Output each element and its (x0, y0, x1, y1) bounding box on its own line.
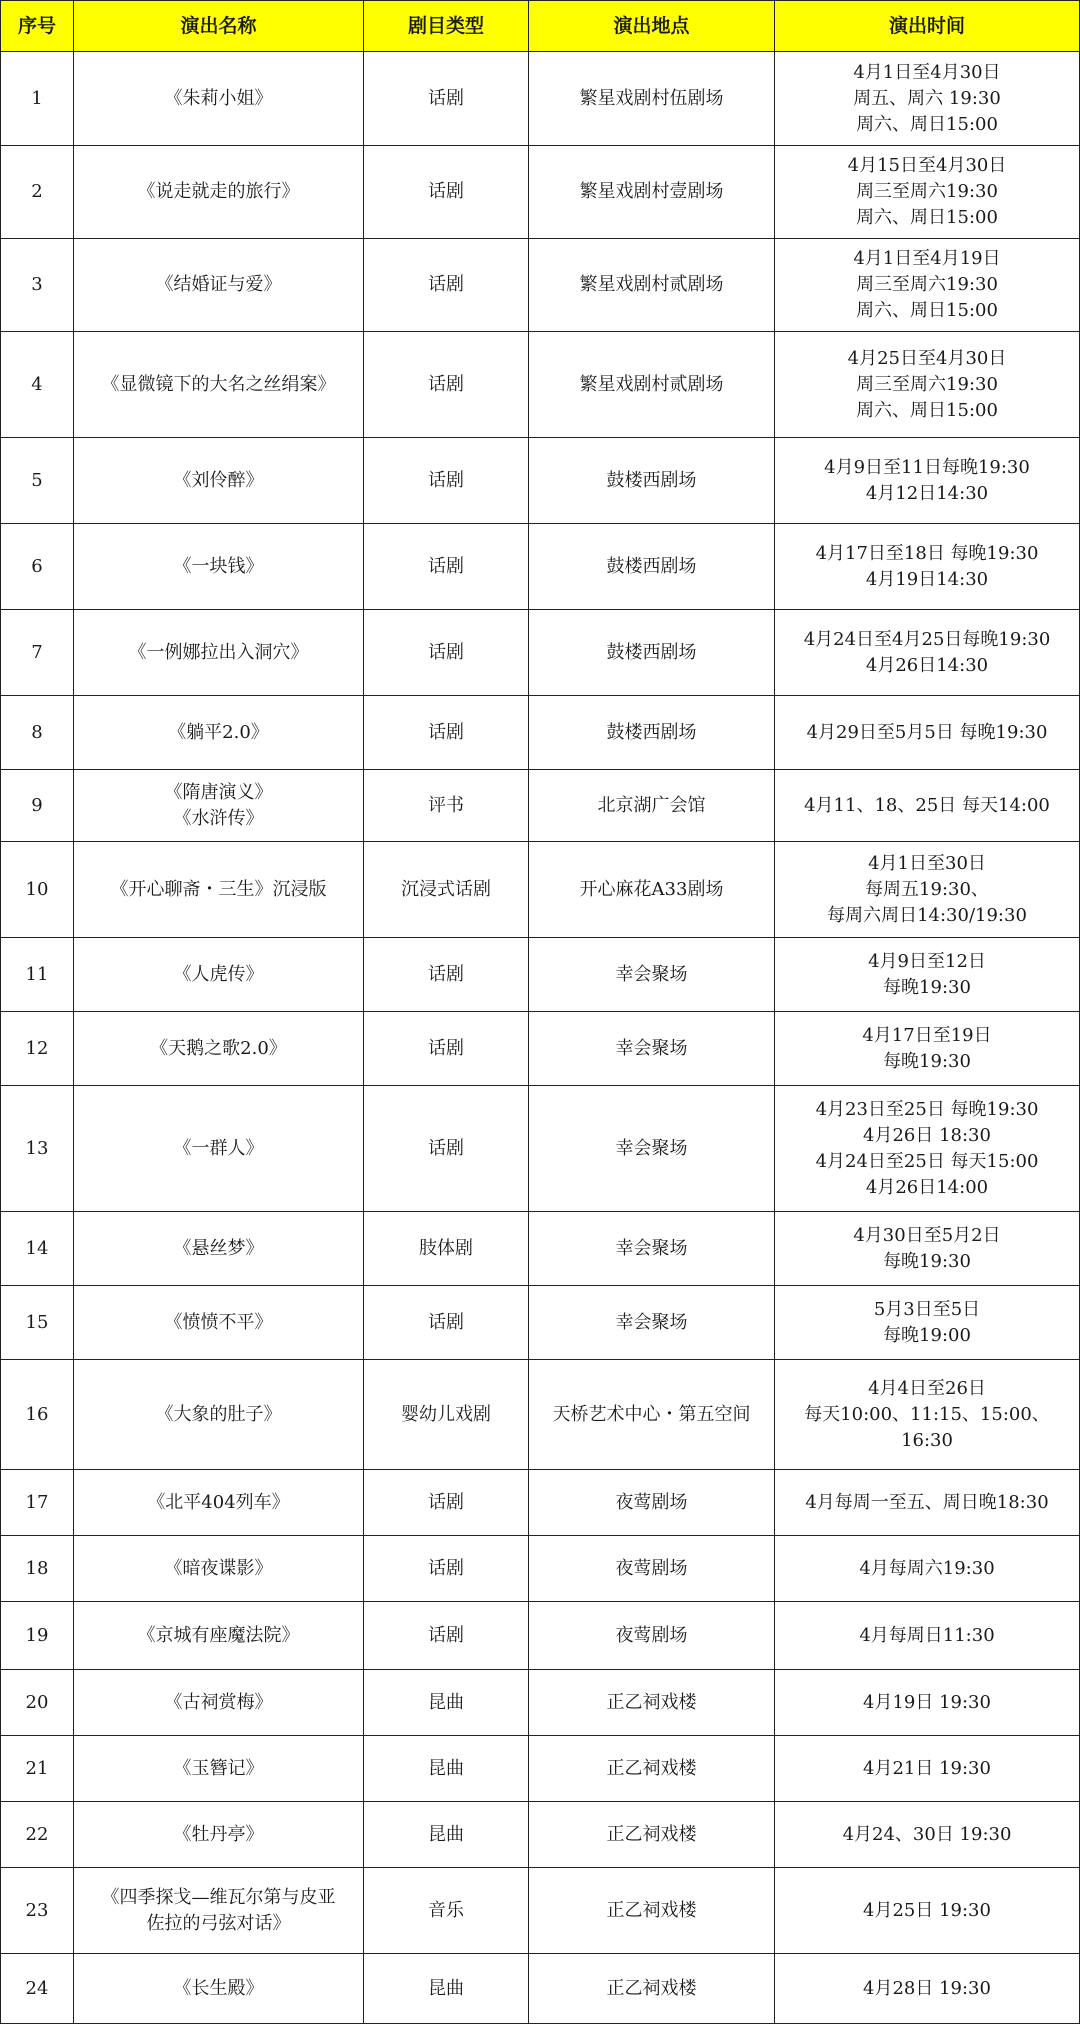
performance-venue: 繁星戏剧村壹剧场 (529, 146, 775, 239)
performance-time (775, 1360, 1080, 1470)
performance-type: 沉浸式话剧 (364, 842, 529, 938)
performance-time-line: 周三至周六19:30 (856, 373, 998, 395)
table-row (1, 1470, 1080, 1536)
performance-time (775, 1012, 1080, 1086)
row-index: 6 (1, 524, 74, 610)
performance-type: 音乐 (364, 1868, 529, 1954)
performance-type: 话剧 (364, 524, 529, 610)
performance-time (775, 842, 1080, 938)
performance-time-line: 每晚19:30 (883, 976, 971, 998)
performance-time-line: 4月19日 19:30 (863, 1691, 991, 1713)
performance-time-line: 5月3日至5日 (873, 1298, 981, 1320)
performance-time-line: 每周六周日14:30/19:30 (827, 904, 1027, 926)
performance-time-line: 4月每周一至五、周日晚18:30 (805, 1491, 1049, 1513)
performance-name-line: 《京城有座魔法院》 (137, 1624, 300, 1646)
performance-type: 婴幼儿戏剧 (364, 1360, 529, 1470)
performance-name-line: 《刘伶醉》 (173, 469, 264, 491)
row-index: 10 (1, 842, 74, 938)
performance-type: 话剧 (364, 332, 529, 438)
performance-time (775, 938, 1080, 1012)
performance-time-line: 每天10:00、11:15、15:00、 (804, 1403, 1050, 1425)
table-row (1, 1212, 1080, 1286)
performance-time-line: 4月24、30日 19:30 (842, 1823, 1012, 1845)
performance-time (775, 524, 1080, 610)
performance-type: 话剧 (364, 1470, 529, 1536)
performance-name-line: 《天鹅之歌2.0》 (150, 1037, 287, 1059)
performance-time (775, 332, 1080, 438)
performance-name-line: 《玉簪记》 (173, 1757, 264, 1779)
performance-venue: 正乙祠戏楼 (529, 1868, 775, 1954)
performance-name (74, 1470, 364, 1536)
performance-time-line: 4月23日至25日 每晚19:30 (815, 1098, 1039, 1120)
performance-time-line: 4月29日至5月5日 每晚19:30 (806, 721, 1048, 743)
performance-name-line: 《隋唐演义》 (164, 781, 273, 803)
performance-type: 话剧 (364, 610, 529, 696)
performance-venue: 幸会聚场 (529, 1012, 775, 1086)
performance-time-line: 4月21日 19:30 (863, 1757, 991, 1779)
performance-time (775, 1736, 1080, 1802)
performance-name (74, 1954, 364, 2024)
performance-name (74, 1602, 364, 1670)
performance-name-line: 《水浒传》 (173, 807, 264, 829)
performance-time (775, 146, 1080, 239)
performance-type: 话剧 (364, 1536, 529, 1602)
performance-time-line: 4月1日至30日 (868, 852, 986, 874)
performance-time-line: 4月每周六19:30 (859, 1557, 995, 1579)
row-index: 12 (1, 1012, 74, 1086)
performance-name (74, 52, 364, 146)
row-index: 23 (1, 1868, 74, 1954)
performance-venue: 鼓楼西剧场 (529, 696, 775, 770)
performance-time-line: 每晚19:30 (883, 1050, 971, 1072)
performance-venue: 天桥艺术中心・第五空间 (529, 1360, 775, 1470)
row-index: 15 (1, 1286, 74, 1360)
row-index: 11 (1, 938, 74, 1012)
performance-time-line: 周六、周日15:00 (856, 113, 998, 135)
performance-time-line: 4月15日至4月30日 (847, 155, 1007, 176)
performance-time (775, 1212, 1080, 1286)
row-index: 22 (1, 1802, 74, 1868)
performance-name-line: 《牡丹亭》 (173, 1823, 264, 1845)
performance-time (775, 696, 1080, 770)
row-index: 24 (1, 1954, 74, 2024)
row-index: 13 (1, 1086, 74, 1212)
performance-name-line: 《长生殿》 (173, 1977, 264, 1999)
row-index: 17 (1, 1470, 74, 1536)
performance-type: 昆曲 (364, 1670, 529, 1736)
performance-name (74, 146, 364, 239)
performance-type: 话剧 (364, 1602, 529, 1670)
performance-time (775, 438, 1080, 524)
performance-venue: 幸会聚场 (529, 1286, 775, 1360)
performance-type: 话剧 (364, 938, 529, 1012)
table-row (1, 1286, 1080, 1360)
performance-name (74, 1868, 364, 1954)
header-row (1, 1, 1080, 52)
performance-type: 话剧 (364, 146, 529, 239)
performance-time-line: 周五、周六 19:30 (853, 87, 1001, 109)
performance-time-line: 每晚19:30 (883, 1250, 971, 1272)
performance-name-line: 《躺平2.0》 (168, 721, 269, 743)
performance-time-line: 4月26日14:30 (865, 654, 989, 676)
performance-name (74, 1086, 364, 1212)
performance-time-line: 周六、周日15:00 (856, 399, 998, 421)
performance-time (775, 1470, 1080, 1536)
performance-name (74, 1536, 364, 1602)
performance-name-line: 佐拉的弓弦对话》 (146, 1912, 291, 1934)
row-index: 5 (1, 438, 74, 524)
row-index: 20 (1, 1670, 74, 1736)
table-row (1, 1602, 1080, 1670)
header-type: 剧目类型 (364, 1, 529, 52)
header-venue: 演出地点 (529, 1, 775, 52)
performance-time-line: 4月26日 18:30 (863, 1124, 991, 1146)
table-row (1, 239, 1080, 332)
performance-name-line: 《北平404列车》 (147, 1491, 290, 1513)
performance-name (74, 610, 364, 696)
row-index: 4 (1, 332, 74, 438)
performance-name-line: 《朱莉小姐》 (164, 87, 273, 109)
performance-venue: 繁星戏剧村贰剧场 (529, 332, 775, 438)
performance-time (775, 1868, 1080, 1954)
performance-venue: 开心麻花A33剧场 (529, 842, 775, 938)
performance-venue: 繁星戏剧村贰剧场 (529, 239, 775, 332)
performance-type: 话剧 (364, 1286, 529, 1360)
performance-venue: 幸会聚场 (529, 1086, 775, 1212)
performance-time-line: 每周五19:30、 (865, 878, 989, 900)
performance-type: 昆曲 (364, 1736, 529, 1802)
performance-name-line: 《开心聊斋・三生》沉浸版 (110, 878, 327, 900)
performance-time (775, 1536, 1080, 1602)
row-index: 1 (1, 52, 74, 146)
row-index: 7 (1, 610, 74, 696)
performance-name-line: 《愤愤不平》 (164, 1311, 273, 1333)
performance-name (74, 1286, 364, 1360)
table-row (1, 1736, 1080, 1802)
table-row (1, 696, 1080, 770)
performance-time (775, 52, 1080, 146)
performance-time-line: 4月28日 19:30 (863, 1977, 991, 1999)
table-body (1, 52, 1080, 2024)
performance-time (775, 770, 1080, 842)
performance-time-line: 4月11、18、25日 每天14:00 (804, 794, 1050, 816)
performance-name-line: 《暗夜谍影》 (164, 1557, 273, 1579)
row-index: 14 (1, 1212, 74, 1286)
performance-name-line: 《四季探戈—维瓦尔第与皮亚 (101, 1886, 336, 1908)
performance-type: 评书 (364, 770, 529, 842)
performance-name-line: 《一群人》 (173, 1137, 264, 1159)
performance-time-line: 4月每周日11:30 (859, 1624, 995, 1646)
header-index: 序号 (1, 1, 74, 52)
performance-type: 昆曲 (364, 1802, 529, 1868)
performance-name (74, 1212, 364, 1286)
performance-time-line: 4月30日至5月2日 (853, 1224, 1001, 1246)
performance-type: 肢体剧 (364, 1212, 529, 1286)
performance-name-line: 《大象的肚子》 (155, 1403, 282, 1425)
performance-time-line: 周三至周六19:30 (856, 181, 998, 202)
performance-time-line: 周三至周六19:30 (856, 274, 998, 295)
row-index: 21 (1, 1736, 74, 1802)
performance-venue: 繁星戏剧村伍剧场 (529, 52, 775, 146)
performance-time-line: 4月17日至19日 (862, 1024, 992, 1046)
performance-name-line: 《一例娜拉出入洞穴》 (128, 641, 309, 663)
performance-name (74, 1736, 364, 1802)
performance-name (74, 696, 364, 770)
performance-name-line: 《结婚证与爱》 (155, 274, 282, 295)
table-row (1, 1868, 1080, 1954)
performance-time-line: 周六、周日15:00 (856, 207, 998, 228)
performance-name-line: 《古祠赏梅》 (164, 1691, 273, 1713)
performance-time-line: 周六、周日15:00 (856, 300, 998, 321)
performance-name (74, 438, 364, 524)
performance-name (74, 1012, 364, 1086)
table-row (1, 842, 1080, 938)
table-row (1, 1802, 1080, 1868)
performance-time-line: 4月25日至4月30日 (847, 347, 1007, 369)
header-name: 演出名称 (74, 1, 364, 52)
table-row (1, 524, 1080, 610)
row-index: 8 (1, 696, 74, 770)
table-row (1, 52, 1080, 146)
performance-time-line: 4月12日14:30 (865, 482, 989, 504)
performance-venue: 夜莺剧场 (529, 1602, 775, 1670)
table-row (1, 938, 1080, 1012)
performance-name-line: 《说走就走的旅行》 (137, 181, 300, 202)
performance-time (775, 1670, 1080, 1736)
performance-time-line: 4月4日至26日 (868, 1377, 986, 1399)
row-index: 3 (1, 239, 74, 332)
row-index: 2 (1, 146, 74, 239)
performance-type: 话剧 (364, 1012, 529, 1086)
performance-venue: 正乙祠戏楼 (529, 1954, 775, 2024)
performance-type: 昆曲 (364, 1954, 529, 2024)
row-index: 18 (1, 1536, 74, 1602)
performance-time-line: 4月1日至4月30日 (853, 61, 1001, 83)
table-row (1, 1536, 1080, 1602)
performance-name (74, 842, 364, 938)
table-row (1, 438, 1080, 524)
table-row (1, 1012, 1080, 1086)
performance-type: 话剧 (364, 239, 529, 332)
row-index: 9 (1, 770, 74, 842)
performance-time (775, 610, 1080, 696)
performance-time-line: 4月1日至4月19日 (853, 248, 1001, 269)
performance-venue: 正乙祠戏楼 (529, 1670, 775, 1736)
performance-venue: 鼓楼西剧场 (529, 610, 775, 696)
performance-time-line: 每晚19:00 (883, 1324, 971, 1346)
performance-name (74, 770, 364, 842)
performance-name (74, 524, 364, 610)
performance-name-line: 《显微镜下的大名之丝绢案》 (101, 373, 336, 395)
performance-venue: 夜莺剧场 (529, 1470, 775, 1536)
performance-time (775, 1954, 1080, 2024)
table-row (1, 1086, 1080, 1212)
performance-name-line: 《悬丝梦》 (173, 1237, 264, 1259)
table-row (1, 1360, 1080, 1470)
performance-type: 话剧 (364, 1086, 529, 1212)
performance-venue: 鼓楼西剧场 (529, 524, 775, 610)
performance-time-line: 4月26日14:00 (865, 1176, 989, 1198)
performance-name (74, 1670, 364, 1736)
performance-time-line: 4月19日14:30 (865, 568, 989, 590)
performance-time-line: 4月24日至25日 每天15:00 (815, 1150, 1039, 1172)
performance-venue: 幸会聚场 (529, 938, 775, 1012)
table-row (1, 770, 1080, 842)
performance-time-line: 16:30 (901, 1429, 953, 1451)
performance-time (775, 1802, 1080, 1868)
performance-venue: 正乙祠戏楼 (529, 1802, 775, 1868)
performance-venue: 北京湖广会馆 (529, 770, 775, 842)
performance-type: 话剧 (364, 696, 529, 770)
table-row (1, 332, 1080, 438)
performance-type: 话剧 (364, 52, 529, 146)
performance-venue: 幸会聚场 (529, 1212, 775, 1286)
performance-name (74, 332, 364, 438)
table-row (1, 610, 1080, 696)
performance-time-line: 4月9日至12日 (868, 950, 986, 972)
table-row (1, 1670, 1080, 1736)
performance-type: 话剧 (364, 438, 529, 524)
performance-time-line: 4月9日至11日每晚19:30 (824, 456, 1030, 478)
performance-time-line: 4月24日至4月25日每晚19:30 (803, 628, 1051, 650)
performance-venue: 夜莺剧场 (529, 1536, 775, 1602)
performance-time (775, 1086, 1080, 1212)
table-row (1, 1954, 1080, 2024)
header-time: 演出时间 (775, 1, 1080, 52)
performance-time (775, 239, 1080, 332)
performance-venue: 鼓楼西剧场 (529, 438, 775, 524)
performance-name-line: 《一块钱》 (173, 555, 264, 577)
performance-name (74, 1802, 364, 1868)
performance-venue: 正乙祠戏楼 (529, 1736, 775, 1802)
performance-time (775, 1602, 1080, 1670)
performance-name (74, 938, 364, 1012)
performance-time (775, 1286, 1080, 1360)
row-index: 16 (1, 1360, 74, 1470)
performance-name-line: 《人虎传》 (173, 963, 264, 985)
performance-time-line: 4月25日 19:30 (863, 1899, 991, 1921)
table-row (1, 146, 1080, 239)
performance-name (74, 1360, 364, 1470)
row-index: 19 (1, 1602, 74, 1670)
performance-time-line: 4月17日至18日 每晚19:30 (815, 542, 1039, 564)
performance-name (74, 239, 364, 332)
